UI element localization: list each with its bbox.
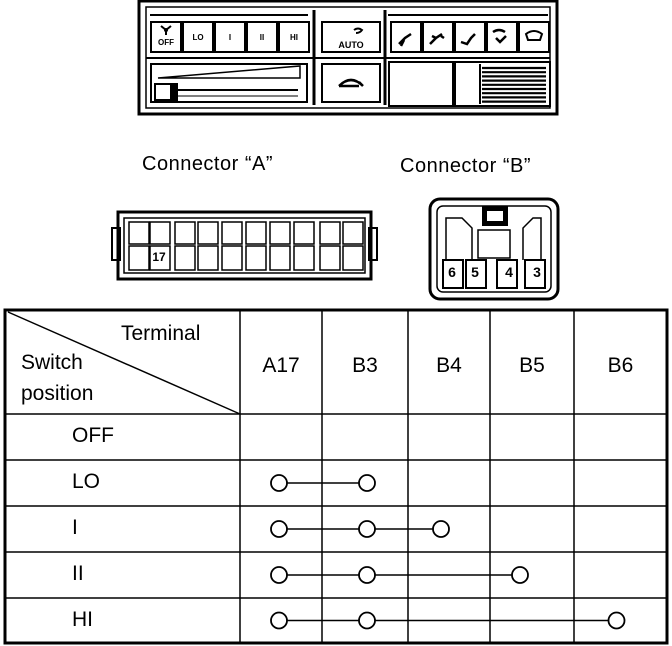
continuity-node-hi-b6 [609, 613, 625, 629]
continuity-node-i-b4 [433, 521, 449, 537]
continuity-node-ii-b5 [512, 567, 528, 583]
continuity-node-lo-a17 [271, 475, 287, 491]
continuity-node-i-b3 [359, 521, 375, 537]
row-label-lo: LO [72, 470, 101, 493]
connector-b-pin-4: 4 [505, 264, 513, 280]
column-header-a17: A17 [262, 354, 300, 377]
column-header-b4: B4 [436, 354, 462, 377]
lo-button-label: LO [192, 33, 204, 42]
connector-b-pin-5: 5 [471, 264, 479, 280]
row-label-ii: II [72, 562, 84, 585]
connector-b-pin-3: 3 [533, 264, 541, 280]
continuity-node-hi-b3 [359, 613, 375, 629]
continuity-node-lo-b3 [359, 475, 375, 491]
corner-terminal-label: Terminal [121, 322, 201, 345]
hi-button-label: HI [290, 33, 298, 42]
row-label-hi: HI [72, 607, 93, 631]
connector-b-label: Connector “B” [400, 155, 531, 177]
row-label-off: OFF [72, 424, 114, 447]
ii-button-label: II [259, 33, 265, 42]
continuity-node-ii-a17 [271, 567, 287, 583]
i-button-label: I [228, 33, 232, 42]
continuity-node-ii-b3 [359, 567, 375, 583]
connector-a-pin-label: 17 [152, 250, 166, 264]
connector-b-pin-6: 6 [448, 264, 456, 280]
corner-position-label: position [21, 382, 94, 405]
connector-a-label: Connector “A” [142, 153, 273, 175]
auto-button-label: AUTO [338, 40, 364, 50]
row-label-i: I [72, 516, 78, 539]
column-header-b6: B6 [607, 354, 634, 377]
continuity-node-i-a17 [271, 521, 287, 537]
column-header-b3: B3 [352, 354, 378, 377]
continuity-node-hi-a17 [271, 613, 287, 629]
corner-switch-label: Switch [21, 351, 83, 374]
off-button-label: OFF [158, 38, 174, 47]
column-header-b5: B5 [519, 354, 545, 377]
